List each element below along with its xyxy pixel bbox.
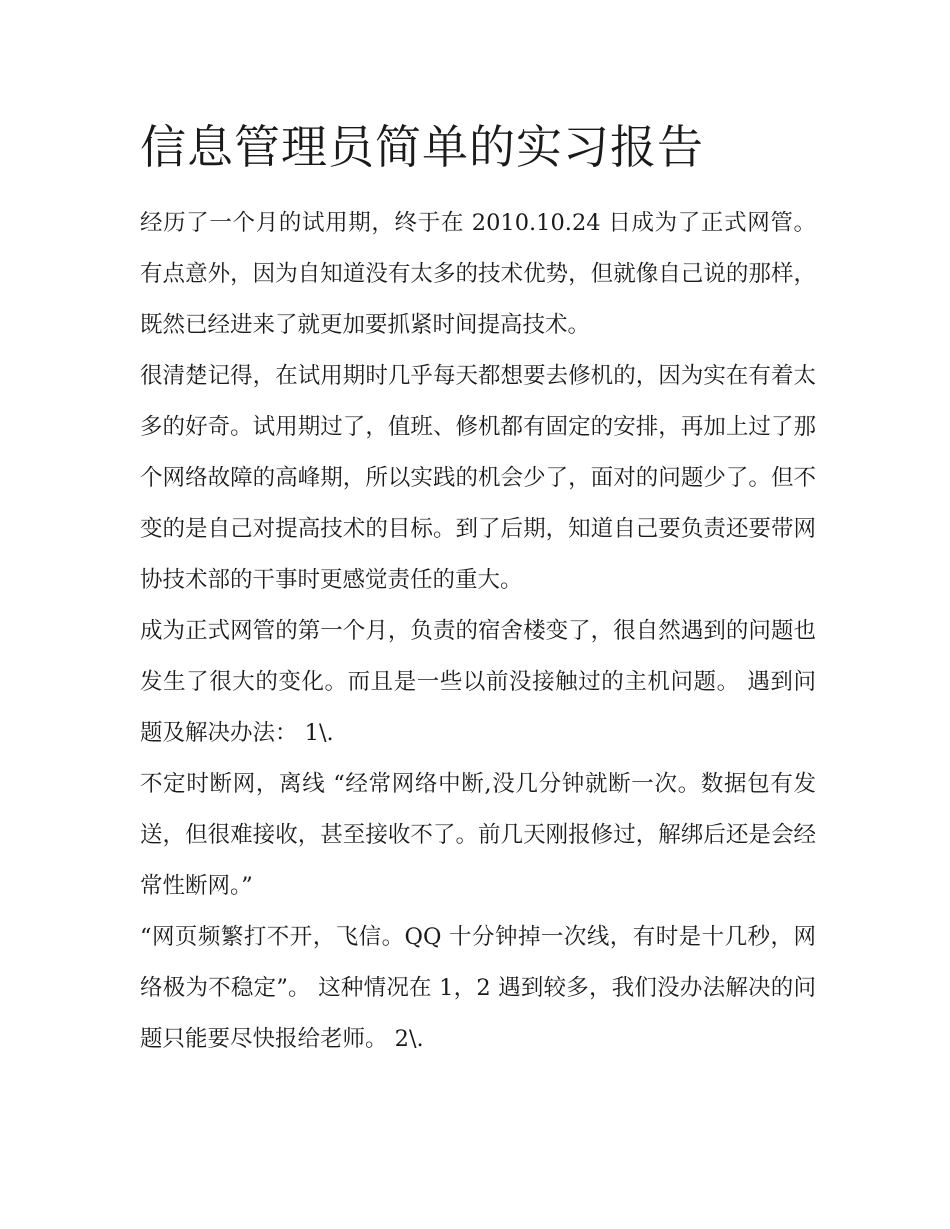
paragraph-3: 成为正式网管的第一个月，负责的宿舍楼变了，很自然遇到的问题也发生了很大的变化。而且是一些以前没接触过的主机问题。 遇到问题及解决办法： 1\.: [140, 618, 816, 746]
paragraph-2: 很清楚记得，在试用期时几乎每天都想要去修机的，因为实在有着太多的好奇。试用期过了，值班、修机都有固定的安排，再加上过了那个网络故障的高峰期，所以实践的机会少了，面对的问题少了。但不变的是自己对提高技术的目标。到了后期，知道自己要负责还要带网协技术部的干事时更感觉责任的重大。: [140, 363, 816, 593]
document-body: [140, 198, 816, 1065]
paragraph-1: 经历了一个月的试用期，终于在 2010.10.24 日成为了正式网管。有点意外，因为自知道没有太多的技术优势，但就像自己说的那样，既然已经进来了就更加要抓紧时间提高技术。: [140, 210, 816, 338]
paragraph-5: “网页频繁打不开，飞信。QQ 十分钟掉一次线，有时是十几秒，网络极为不稳定”。 这种情况在 1，2 遇到较多，我们没办法解决的问题只能要尽快报给老师。 2\.: [140, 924, 816, 1052]
paragraph-4: 不定时断网，离线 “经常网络中断,没几分钟就断一次。数据包有发送，但很难接收，甚至接收不了。前几天刚报修过，解绑后还是会经常性断网。”: [140, 771, 816, 899]
document-title: 信息管理员简单的实习报告: [140, 120, 704, 174]
